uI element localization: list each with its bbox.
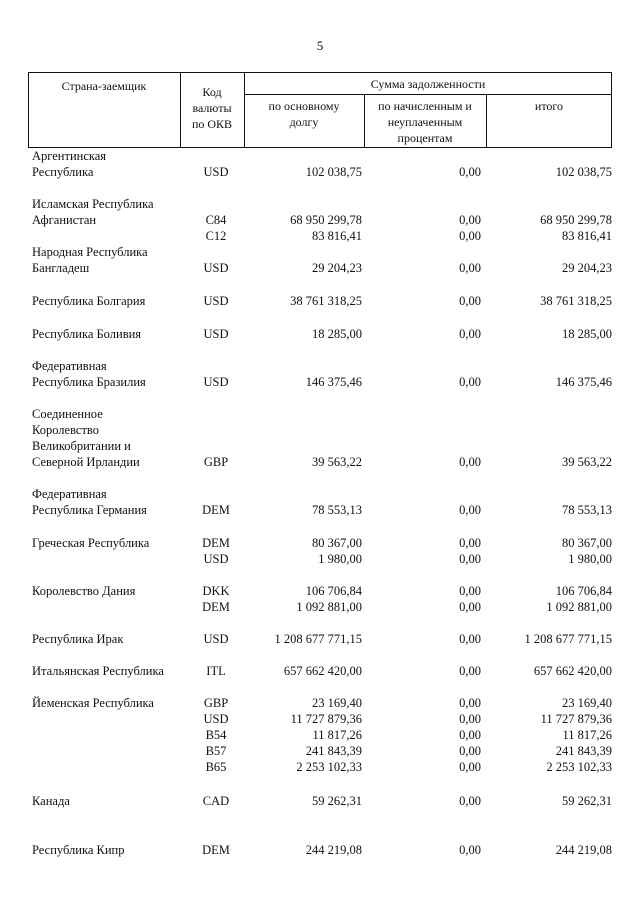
interest-amount-cell bbox=[364, 164, 481, 180]
principal-amount-cell bbox=[244, 326, 362, 342]
total-amount-cell bbox=[490, 502, 612, 518]
interest-amount-cell bbox=[364, 502, 481, 518]
interest-amount: 0,00 bbox=[459, 632, 481, 646]
country-name bbox=[32, 631, 192, 647]
country-name-line: Исламская Республика bbox=[32, 197, 154, 211]
interest-amount-cell bbox=[364, 631, 481, 647]
total-amount: 78 553,13 bbox=[562, 503, 612, 517]
country-name bbox=[32, 148, 192, 180]
country-name-line: Республика Германия bbox=[32, 503, 147, 517]
total-amount-cell bbox=[490, 212, 612, 244]
header-principal-line: долгу bbox=[289, 115, 319, 129]
total-amount: 39 563,22 bbox=[562, 455, 612, 469]
country-name bbox=[32, 406, 192, 470]
header-country: Страна-заемщик bbox=[61, 79, 147, 93]
header-top-border bbox=[28, 72, 612, 73]
total-amount: 1 092 881,00 bbox=[546, 600, 612, 614]
principal-amount-cell bbox=[244, 374, 362, 390]
total-amount: 244 219,08 bbox=[555, 843, 612, 857]
total-amount: 29 204,23 bbox=[562, 261, 612, 275]
country-name bbox=[32, 244, 192, 276]
currency-code-cell bbox=[186, 212, 246, 244]
country-name bbox=[32, 326, 192, 342]
interest-amount-cell bbox=[364, 583, 481, 615]
currency-code: USD bbox=[203, 712, 229, 726]
header-principal bbox=[244, 98, 364, 130]
header-total: итого bbox=[534, 99, 564, 113]
interest-amount: 0,00 bbox=[459, 696, 481, 710]
currency-code-cell bbox=[186, 631, 246, 647]
currency-code-cell bbox=[186, 502, 246, 518]
principal-amount: 241 843,39 bbox=[305, 744, 362, 758]
currency-code-cell bbox=[186, 695, 246, 775]
currency-code: ITL bbox=[206, 664, 226, 678]
interest-amount-cell bbox=[364, 663, 481, 679]
interest-amount: 0,00 bbox=[459, 794, 481, 808]
country-name bbox=[32, 196, 192, 228]
country-name-line: Аргентинская bbox=[32, 149, 107, 163]
country-name-line: Бангладеш bbox=[32, 261, 90, 275]
interest-amount: 0,00 bbox=[459, 213, 481, 227]
total-amount-cell bbox=[490, 260, 612, 276]
interest-amount-cell bbox=[364, 293, 481, 309]
currency-code: USD bbox=[203, 327, 229, 341]
currency-code-cell bbox=[186, 260, 246, 276]
country-name-line: Итальянская Республика bbox=[32, 664, 164, 678]
principal-amount: 68 950 299,78 bbox=[290, 213, 362, 227]
total-amount-cell bbox=[490, 842, 612, 858]
total-amount-cell bbox=[490, 793, 612, 809]
currency-code: C84 bbox=[205, 213, 227, 227]
country-name bbox=[32, 583, 192, 599]
principal-amount: 39 563,22 bbox=[312, 455, 362, 469]
principal-amount: 83 816,41 bbox=[312, 229, 362, 243]
total-amount-cell bbox=[490, 583, 612, 615]
interest-amount: 0,00 bbox=[459, 229, 481, 243]
total-amount: 83 816,41 bbox=[562, 229, 612, 243]
total-amount: 2 253 102,33 bbox=[546, 760, 612, 774]
total-amount-cell bbox=[490, 293, 612, 309]
principal-amount-cell bbox=[244, 260, 362, 276]
country-name-line: Северной Ирландии bbox=[32, 455, 140, 469]
currency-code: USD bbox=[203, 375, 229, 389]
total-amount: 23 169,40 bbox=[562, 696, 612, 710]
header-currency-line: Код bbox=[202, 85, 222, 99]
total-amount: 102 038,75 bbox=[555, 165, 612, 179]
currency-code: B57 bbox=[205, 744, 227, 758]
interest-amount: 0,00 bbox=[459, 294, 481, 308]
currency-code-cell bbox=[186, 374, 246, 390]
country-name bbox=[32, 793, 192, 809]
principal-amount: 106 706,84 bbox=[305, 584, 362, 598]
header-debt-sum: Сумма задолженности bbox=[370, 77, 486, 91]
principal-amount-cell bbox=[244, 631, 362, 647]
principal-amount: 38 761 318,25 bbox=[290, 294, 362, 308]
principal-amount-cell bbox=[244, 293, 362, 309]
total-amount: 59 262,31 bbox=[562, 794, 612, 808]
total-amount-cell bbox=[490, 374, 612, 390]
currency-code-cell bbox=[186, 293, 246, 309]
currency-code: USD bbox=[203, 294, 229, 308]
total-amount-cell bbox=[490, 326, 612, 342]
interest-amount: 0,00 bbox=[459, 261, 481, 275]
principal-amount: 2 253 102,33 bbox=[296, 760, 362, 774]
country-name bbox=[32, 486, 192, 518]
total-amount: 80 367,00 bbox=[562, 536, 612, 550]
currency-code-cell bbox=[186, 535, 246, 567]
currency-code-cell bbox=[186, 583, 246, 615]
principal-amount: 1 208 677 771,15 bbox=[274, 632, 362, 646]
currency-code: DKK bbox=[202, 584, 230, 598]
interest-amount-cell bbox=[364, 793, 481, 809]
interest-amount-cell bbox=[364, 212, 481, 244]
interest-amount: 0,00 bbox=[459, 744, 481, 758]
principal-amount: 29 204,23 bbox=[312, 261, 362, 275]
principal-amount: 146 375,46 bbox=[305, 375, 362, 389]
total-amount: 11 727 879,36 bbox=[540, 712, 612, 726]
country-name-line: Королевство Дания bbox=[32, 584, 136, 598]
country-name-line: Республика bbox=[32, 165, 94, 179]
currency-code: USD bbox=[203, 261, 229, 275]
interest-amount-cell bbox=[364, 535, 481, 567]
country-name-line: Афганистан bbox=[32, 213, 97, 227]
country-name-line: Республика Бразилия bbox=[32, 375, 146, 389]
country-name-line: Греческая Республика bbox=[32, 536, 150, 550]
currency-code: USD bbox=[203, 165, 229, 179]
currency-code-cell bbox=[186, 164, 246, 180]
interest-amount-cell bbox=[364, 842, 481, 858]
interest-amount-cell bbox=[364, 374, 481, 390]
country-name bbox=[32, 535, 192, 551]
header-interest-line: неуплаченным bbox=[387, 115, 463, 129]
total-amount: 146 375,46 bbox=[555, 375, 612, 389]
total-amount-cell bbox=[490, 631, 612, 647]
total-amount: 68 950 299,78 bbox=[540, 213, 612, 227]
total-amount-cell bbox=[490, 164, 612, 180]
interest-amount: 0,00 bbox=[459, 664, 481, 678]
header-principal-line: по основному bbox=[268, 99, 340, 113]
interest-amount: 0,00 bbox=[459, 600, 481, 614]
interest-amount-cell bbox=[364, 695, 481, 775]
header-interest-line: процентам bbox=[397, 131, 453, 145]
interest-amount-cell bbox=[364, 260, 481, 276]
principal-amount-cell bbox=[244, 164, 362, 180]
currency-code: C12 bbox=[205, 229, 227, 243]
country-name-line: Федеративная bbox=[32, 359, 107, 373]
principal-amount: 59 262,31 bbox=[312, 794, 362, 808]
header-interest-line: по начисленным и bbox=[378, 99, 472, 113]
currency-code-cell bbox=[186, 793, 246, 809]
interest-amount: 0,00 bbox=[459, 552, 481, 566]
total-amount: 657 662 420,00 bbox=[533, 664, 612, 678]
principal-amount: 1 092 881,00 bbox=[296, 600, 362, 614]
header-sum-divider bbox=[244, 94, 612, 95]
principal-amount-cell bbox=[244, 212, 362, 244]
total-amount: 38 761 318,25 bbox=[540, 294, 612, 308]
table-header bbox=[28, 72, 612, 148]
total-amount: 106 706,84 bbox=[555, 584, 612, 598]
total-amount: 1 208 677 771,15 bbox=[524, 632, 612, 646]
country-name-line: Канада bbox=[32, 794, 70, 808]
total-amount-cell bbox=[490, 454, 612, 470]
currency-code: CAD bbox=[202, 794, 230, 808]
currency-code: DEM bbox=[202, 843, 230, 857]
principal-amount: 11 817,26 bbox=[312, 728, 362, 742]
country-name-line: Королевство bbox=[32, 423, 99, 437]
interest-amount-cell bbox=[364, 454, 481, 470]
total-amount-cell bbox=[490, 535, 612, 567]
principal-amount-cell bbox=[244, 454, 362, 470]
country-name bbox=[32, 842, 192, 858]
header-currency-code bbox=[180, 84, 244, 132]
interest-amount: 0,00 bbox=[459, 760, 481, 774]
header-currency-line: валюты bbox=[192, 101, 232, 115]
country-name-line: Республика Боливия bbox=[32, 327, 142, 341]
interest-amount: 0,00 bbox=[459, 728, 481, 742]
principal-amount-cell bbox=[244, 583, 362, 615]
currency-code-cell bbox=[186, 326, 246, 342]
principal-amount-cell bbox=[244, 663, 362, 679]
country-name-line: Республика Кипр bbox=[32, 843, 125, 857]
country-name-line: Республика Ирак bbox=[32, 632, 124, 646]
interest-amount: 0,00 bbox=[459, 455, 481, 469]
interest-amount: 0,00 bbox=[459, 712, 481, 726]
principal-amount-cell bbox=[244, 793, 362, 809]
principal-amount: 657 662 420,00 bbox=[283, 664, 362, 678]
interest-amount: 0,00 bbox=[459, 843, 481, 857]
total-amount-cell bbox=[490, 663, 612, 679]
principal-amount-cell bbox=[244, 695, 362, 775]
principal-amount-cell bbox=[244, 535, 362, 567]
country-name-line: Соединенное bbox=[32, 407, 103, 421]
currency-code: B65 bbox=[205, 760, 227, 774]
currency-code-cell bbox=[186, 454, 246, 470]
country-name bbox=[32, 695, 192, 711]
total-amount: 11 817,26 bbox=[562, 728, 612, 742]
header-interest bbox=[364, 98, 486, 146]
currency-code: GBP bbox=[203, 696, 229, 710]
currency-code: B54 bbox=[205, 728, 227, 742]
interest-amount: 0,00 bbox=[459, 165, 481, 179]
country-name-line: Йеменская Республика bbox=[32, 696, 154, 710]
country-name-line: Народная Республика bbox=[32, 245, 148, 259]
country-name bbox=[32, 663, 192, 679]
principal-amount: 102 038,75 bbox=[305, 165, 362, 179]
principal-amount: 1 980,00 bbox=[318, 552, 362, 566]
currency-code: GBP bbox=[203, 455, 229, 469]
interest-amount: 0,00 bbox=[459, 536, 481, 550]
principal-amount: 11 727 879,36 bbox=[290, 712, 362, 726]
country-name-line: Великобритании и bbox=[32, 439, 131, 453]
country-name bbox=[32, 293, 192, 309]
interest-amount-cell bbox=[364, 326, 481, 342]
interest-amount: 0,00 bbox=[459, 584, 481, 598]
principal-amount: 80 367,00 bbox=[312, 536, 362, 550]
principal-amount: 78 553,13 bbox=[312, 503, 362, 517]
total-amount-cell bbox=[490, 695, 612, 775]
country-name-line: Республика Болгария bbox=[32, 294, 146, 308]
country-name bbox=[32, 358, 192, 390]
interest-amount: 0,00 bbox=[459, 327, 481, 341]
currency-code-cell bbox=[186, 663, 246, 679]
currency-code: USD bbox=[203, 552, 229, 566]
interest-amount: 0,00 bbox=[459, 503, 481, 517]
country-name-line: Федеративная bbox=[32, 487, 107, 501]
principal-amount: 18 285,00 bbox=[312, 327, 362, 341]
page-number: 5 bbox=[316, 38, 324, 53]
principal-amount-cell bbox=[244, 502, 362, 518]
total-amount: 241 843,39 bbox=[555, 744, 612, 758]
principal-amount: 23 169,40 bbox=[312, 696, 362, 710]
total-amount: 1 980,00 bbox=[568, 552, 612, 566]
principal-amount: 244 219,08 bbox=[305, 843, 362, 857]
header-currency-line: по ОКВ bbox=[191, 117, 233, 131]
total-amount: 18 285,00 bbox=[562, 327, 612, 341]
currency-code-cell bbox=[186, 842, 246, 858]
principal-amount-cell bbox=[244, 842, 362, 858]
currency-code: DEM bbox=[202, 600, 230, 614]
currency-code: DEM bbox=[202, 536, 230, 550]
currency-code: USD bbox=[203, 632, 229, 646]
currency-code: DEM bbox=[202, 503, 230, 517]
interest-amount: 0,00 bbox=[459, 375, 481, 389]
